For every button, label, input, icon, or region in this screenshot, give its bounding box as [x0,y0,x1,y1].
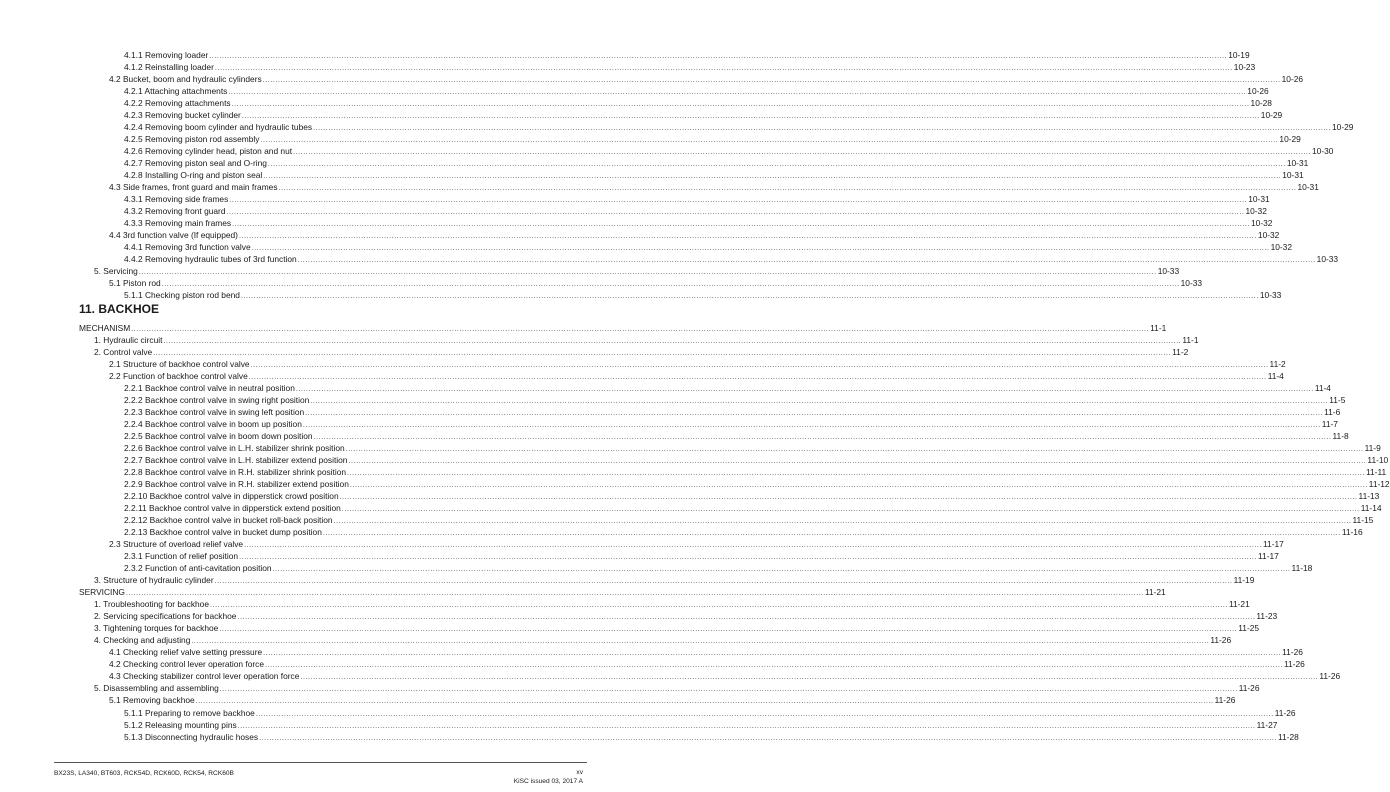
toc-entry-title: 4.1.2 Reinstalling loader [124,62,214,73]
toc-entry[interactable] [124,502,1382,514]
toc-entry-title: SERVICING [79,587,125,598]
toc-leader-dots: ................................................................................................................................................................................................................................................................................................................................................................................................................ [214,578,1233,586]
toc-entry-title: 2.2 Function of backhoe control valve [109,371,248,382]
toc-entry-page: 10-32 [1257,230,1280,241]
toc-entry[interactable] [124,217,1273,229]
toc-entry[interactable] [94,265,1180,277]
toc-entry-title: 4.2.7 Removing piston seal and O-ring [124,158,267,169]
toc-leader-dots: ................................................................................................................................................................................................................................................................................................................................................................................................................ [237,614,1256,622]
toc-entry-title: 2.2.9 Backhoe control valve in R.H. stabilizer extend position [124,479,349,490]
toc-entry-page: 11-26 [1282,647,1303,658]
toc-entry-page: 11-26 [1214,695,1236,706]
toc-entry-page: 11-12 [1368,479,1390,490]
toc-entry-title: 2.1 Structure of backhoe control valve [109,359,250,370]
toc-entry-title: 2.2.5 Backhoe control valve in boom down position [124,431,313,442]
toc-entry-page: 11-26 [1210,635,1232,646]
toc-entry-page: 11-27 [1256,719,1278,730]
toc-entry-page: 11-19 [1233,575,1255,586]
toc-entry-page: 11-26 [1319,671,1341,682]
footer-page-number: xv [576,769,583,776]
toc-entry-page: 11-13 [1358,491,1380,502]
toc-entry-page: 11-28 [1278,731,1299,742]
toc-entry-title: 1. Hydraulic circuit [94,335,163,346]
toc-leader-dots: ................................................................................................................................................................................................................................................................................................................................................................................................................ [131,326,1150,333]
toc-leader-dots: ................................................................................................................................................................................................................................................................................................................................................................................................................ [260,137,1279,145]
toc-entry-title: 2.2.1 Backhoe control valve in neutral position [124,383,295,394]
toc-entry[interactable] [109,277,1203,289]
toc-entry-title: 2.3.2 Function of anti-cavitation position [124,563,272,574]
toc-entry[interactable] [109,370,1284,382]
toc-bottom-section [0,322,1390,743]
toc-entry[interactable] [124,193,1270,205]
toc-entry-title: 4.3 Side frames, front guard and main frames [109,182,278,193]
toc-leader-dots: ................................................................................................................................................................................................................................................................................................................................................................................................................ [226,209,1245,217]
toc-leader-dots: ................................................................................................................................................................................................................................................................................................................................................................................................................ [349,482,1368,490]
toc-leader-dots: ................................................................................................................................................................................................................................................................................................................................................................................................................ [322,530,1341,538]
toc-entry[interactable] [124,133,1301,145]
toc-entry-title: 4.1 Checking relief valve setting pressure [109,647,263,658]
toc-entry-page: 10-30 [1312,146,1334,157]
toc-leader-dots: ................................................................................................................................................................................................................................................................................................................................................................................................................ [302,422,1321,430]
toc-leader-dots: ................................................................................................................................................................................................................................................................................................................................................................................................................ [163,338,1182,346]
toc-entry[interactable] [124,454,1389,466]
toc-entry-page: 11-1 [1150,323,1167,333]
toc-entry-page: 10-33 [1157,266,1180,277]
toc-entry-title: 5.1.3 Disconnecting hydraulic hoses [124,731,259,742]
toc-leader-dots: ................................................................................................................................................................................................................................................................................................................................................................................................................ [263,173,1282,181]
toc-entry-page: 11-23 [1256,611,1278,622]
toc-entry-title: 2.2.2 Backhoe control valve in swing right position [124,395,310,406]
toc-entry-page: 11-1 [1182,335,1199,346]
toc-entry[interactable] [124,719,1278,731]
toc-leader-dots: ................................................................................................................................................................................................................................................................................................................................................................................................................ [219,686,1238,694]
toc-entry-title: 2.2.4 Backhoe control valve in boom up position [124,419,302,430]
toc-leader-dots: ................................................................................................................................................................................................................................................................................................................................................................................................................ [238,233,1257,241]
toc-entry[interactable] [124,490,1380,502]
toc-entry-page: 11-25 [1238,623,1260,634]
toc-leader-dots: ................................................................................................................................................................................................................................................................................................................................................................................................................ [345,446,1364,454]
toc-entry[interactable] [124,121,1354,133]
toc-entry-title: 4.1.1 Removing loader [124,50,209,60]
toc-leader-dots: ................................................................................................................................................................................................................................................................................................................................................................................................................ [255,710,1274,718]
toc-entry-title: 5.1 Removing backhoe [109,695,195,706]
toc-entry[interactable] [124,394,1346,406]
toc-entry-title: 2.2.11 Backhoe control valve in dipperstick extend position [124,503,341,514]
toc-entry-title: 4.2.6 Removing cylinder head, piston and nut [124,146,293,157]
toc-entry-page: 11-17 [1263,539,1284,550]
toc-entry-page: 10-31 [1282,170,1304,181]
toc-entry-title: 4.2 Bucket, boom and hydraulic cylinders [109,74,262,85]
toc-leader-dots: ................................................................................................................................................................................................................................................................................................................................................................................................................ [310,398,1329,406]
toc-entry-title: 5.1 Piston rod [109,278,161,289]
toc-entry-page: 10-33 [1259,290,1282,301]
toc-entry-page: 11-11 [1365,467,1387,478]
toc-leader-dots: ................................................................................................................................................................................................................................................................................................................................................................................................................ [341,506,1360,514]
toc-entry[interactable] [124,289,1282,301]
toc-entry[interactable] [109,646,1303,658]
toc-entry-page: 10-32 [1251,218,1273,229]
toc-entry-page: 10-23 [1233,62,1256,73]
toc-entry[interactable] [124,478,1390,490]
toc-entry-title: 2.2.10 Backhoe control valve in dipperstick crowd position [124,491,339,502]
toc-top-section [0,49,1354,301]
toc-entry[interactable] [124,382,1331,394]
toc-leader-dots: ................................................................................................................................................................................................................................................................................................................................................................................................................ [125,590,1144,598]
toc-entry[interactable] [94,610,1278,622]
toc-entry-page: 10-29 [1332,122,1354,133]
toc-entry[interactable] [124,731,1299,743]
toc-entry[interactable] [94,346,1189,358]
toc-entry-title: 2.2.13 Backhoe control valve in bucket dump position [124,527,322,538]
toc-leader-dots: ................................................................................................................................................................................................................................................................................................................................................................................................................ [295,386,1314,394]
toc-entry-title: 2. Servicing specifications for backhoe [94,611,237,622]
toc-leader-dots: ................................................................................................................................................................................................................................................................................................................................................................................................................ [191,638,1210,646]
toc-entry[interactable] [94,622,1260,634]
toc-entry-page: 11-17 [1258,551,1279,562]
toc-leader-dots: ................................................................................................................................................................................................................................................................................................................................................................................................................ [239,554,1257,562]
toc-leader-dots: ................................................................................................................................................................................................................................................................................................................................................................................................................ [272,566,1291,574]
toc-entry-title: 4.4.2 Removing hydraulic tubes of 3rd function [124,254,297,265]
toc-entry-title: 3. Structure of hydraulic cylinder [94,575,214,586]
toc-entry[interactable] [109,181,1319,193]
toc-entry-title: 4.2.4 Removing boom cylinder and hydraulic tubes [124,122,313,133]
toc-leader-dots: ................................................................................................................................................................................................................................................................................................................................................................................................................ [297,257,1316,265]
toc-entry-page: 11-21 [1144,587,1166,598]
toc-entry-title: 4. Checking and adjusting [94,635,191,646]
toc-entry-title: 2.2.3 Backhoe control valve in swing left position [124,407,305,418]
toc-entry[interactable] [124,442,1381,454]
toc-entry-page: 10-31 [1286,158,1309,169]
toc-entry-title: 2. Control valve [94,347,153,358]
toc-leader-dots: ................................................................................................................................................................................................................................................................................................................................................................................................................ [251,245,1270,253]
toc-entry-title: 3. Tightening torques for backhoe [94,623,219,634]
toc-entry[interactable] [109,694,1236,706]
toc-entry[interactable] [79,322,1167,334]
toc-entry-title: 4.3.2 Removing front guard [124,206,226,217]
toc-entry-title: 4.2.8 Installing O-ring and piston seal [124,170,263,181]
footer-divider [54,762,587,763]
footer-issue: KiSC issued 03, 2017 A [513,777,583,785]
toc-entry[interactable] [94,682,1260,694]
toc-entry[interactable] [124,707,1296,719]
toc-leader-dots: ................................................................................................................................................................................................................................................................................................................................................................................................................ [305,410,1324,418]
chapter-heading: 11. BACKHOE [79,302,160,316]
toc-entry-page: 11-14 [1360,503,1382,514]
toc-entry-title: 4.4 3rd function valve (If equipped) [109,230,238,241]
toc-entry[interactable] [124,97,1272,109]
toc-entry-page: 10-26 [1281,74,1304,85]
toc-entry-page: 10-32 [1270,242,1292,253]
toc-entry-title: 4.3 Checking stabilizer control lever operation force [109,671,300,682]
toc-entry-page: 11-15 [1352,515,1374,526]
toc-entry-page: 11-26 [1283,659,1305,670]
toc-leader-dots: ................................................................................................................................................................................................................................................................................................................................................................................................................ [339,494,1358,502]
toc-entry-title: 4.4.1 Removing 3rd function valve [124,242,251,253]
toc-entry[interactable] [124,253,1339,265]
toc-leader-dots: ................................................................................................................................................................................................................................................................................................................................................................................................................ [333,518,1352,526]
toc-entry-page: 11-21 [1228,599,1250,610]
toc-leader-dots: ................................................................................................................................................................................................................................................................................................................................................................................................................ [209,53,1228,60]
toc-entry-title: 4.2.3 Removing bucket cylinder [124,110,241,121]
toc-entry-page: 11-5 [1329,395,1346,406]
toc-leader-dots: ................................................................................................................................................................................................................................................................................................................................................................................................................ [300,674,1319,682]
toc-leader-dots: ................................................................................................................................................................................................................................................................................................................................................................................................................ [278,185,1297,193]
toc-leader-dots: ................................................................................................................................................................................................................................................................................................................................................................................................................ [228,89,1247,97]
toc-entry[interactable] [109,538,1284,550]
toc-leader-dots: ................................................................................................................................................................................................................................................................................................................................................................................................................ [250,362,1269,370]
toc-entry-page: 11-9 [1364,443,1381,454]
toc-entry[interactable] [79,586,1166,598]
toc-leader-dots: ................................................................................................................................................................................................................................................................................................................................................................................................................ [240,293,1259,301]
toc-entry[interactable] [124,157,1309,169]
toc-entry[interactable] [124,49,1250,61]
toc-entry-page: 11-26 [1238,683,1260,694]
toc-leader-dots: ................................................................................................................................................................................................................................................................................................................................................................................................................ [231,101,1250,109]
toc-leader-dots: ................................................................................................................................................................................................................................................................................................................................................................................................................ [138,269,1157,277]
toc-entry[interactable] [109,670,1341,682]
toc-leader-dots: ................................................................................................................................................................................................................................................................................................................................................................................................................ [237,722,1256,730]
toc-leader-dots: ................................................................................................................................................................................................................................................................................................................................................................................................................ [214,65,1233,73]
toc-leader-dots: ................................................................................................................................................................................................................................................................................................................................................................................................................ [259,734,1278,742]
toc-entry[interactable] [94,574,1255,586]
toc-entry[interactable] [124,562,1313,574]
toc-entry[interactable] [124,466,1387,478]
toc-entry-title: 4.2 Checking control lever operation force [109,659,265,670]
toc-entry-page: 10-31 [1297,182,1319,193]
toc-entry-page: 10-32 [1245,206,1267,217]
toc-leader-dots: ................................................................................................................................................................................................................................................................................................................................................................................................................ [347,470,1365,478]
toc-entry-page: 11-2 [1269,359,1286,370]
toc-entry[interactable] [109,73,1304,85]
toc-leader-dots: ................................................................................................................................................................................................................................................................................................................................................................................................................ [232,221,1250,229]
toc-leader-dots: ................................................................................................................................................................................................................................................................................................................................................................................................................ [229,197,1248,205]
toc-entry-page: 11-4 [1267,371,1284,382]
toc-leader-dots: ................................................................................................................................................................................................................................................................................................................................................................................................................ [210,602,1228,610]
toc-entry-title: 2.2.6 Backhoe control valve in L.H. stabilizer shrink position [124,443,345,454]
toc-entry[interactable] [124,109,1283,121]
toc-leader-dots: ................................................................................................................................................................................................................................................................................................................................................................................................................ [195,698,1214,706]
toc-entry[interactable] [124,514,1374,526]
toc-entry[interactable] [94,598,1250,610]
toc-leader-dots: ................................................................................................................................................................................................................................................................................................................................................................................................................ [161,281,1180,289]
toc-entry-page: 10-33 [1180,278,1203,289]
toc-leader-dots: ................................................................................................................................................................................................................................................................................................................................................................................................................ [293,149,1312,157]
toc-entry-title: 4.3.1 Removing side frames [124,194,229,205]
toc-entry-page: 10-19 [1228,50,1250,60]
toc-entry-title: 2.3 Structure of overload relief valve [109,539,244,550]
toc-entry-page: 10-31 [1248,194,1270,205]
toc-leader-dots: ................................................................................................................................................................................................................................................................................................................................................................................................................ [267,161,1286,169]
toc-entry-page: 10-33 [1316,254,1339,265]
toc-entry-title: 4.2.5 Removing piston rod assembly [124,134,260,145]
toc-leader-dots: ................................................................................................................................................................................................................................................................................................................................................................................................................ [263,650,1282,658]
toc-entry[interactable] [124,205,1267,217]
toc-entry[interactable] [124,550,1279,562]
toc-entry[interactable] [124,526,1363,538]
toc-entry-page: 10-26 [1247,86,1269,97]
toc-entry-title: 5.1.1 Checking piston rod bend [124,290,240,301]
toc-leader-dots: ................................................................................................................................................................................................................................................................................................................................................................................................................ [348,458,1367,466]
toc-entry-page: 11-10 [1367,455,1389,466]
toc-entry-page: 11-4 [1314,383,1331,394]
toc-entry-title: 1. Troubleshooting for backhoe [94,599,210,610]
toc-leader-dots: ................................................................................................................................................................................................................................................................................................................................................................................................................ [153,350,1172,358]
toc-leader-dots: ................................................................................................................................................................................................................................................................................................................................................................................................................ [313,434,1332,442]
toc-entry[interactable] [109,358,1286,370]
toc-entry[interactable] [109,229,1280,241]
toc-leader-dots: ................................................................................................................................................................................................................................................................................................................................................................................................................ [313,125,1332,133]
toc-entry-title: 2.2.7 Backhoe control valve in L.H. stabilizer extend position [124,455,348,466]
toc-entry-page: 10-29 [1260,110,1283,121]
toc-entry-title: 2.3.1 Function of relief position [124,551,239,562]
toc-entry[interactable] [94,334,1199,346]
toc-entry-title: 4.3.3 Removing main frames [124,218,232,229]
toc-entry-title: MECHANISM [79,323,131,333]
footer-right-block [514,769,583,786]
toc-entry-title: 5.1.1 Preparing to remove backhoe [124,707,255,718]
toc-entry[interactable] [94,634,1232,646]
toc-entry-page: 11-6 [1324,407,1341,418]
toc-entry[interactable] [124,418,1338,430]
toc-entry[interactable] [124,61,1256,73]
toc-leader-dots: ................................................................................................................................................................................................................................................................................................................................................................................................................ [241,113,1260,121]
toc-entry-title: 4.2.1 Attaching attachments [124,86,228,97]
toc-entry-title: 5.1.2 Releasing mounting pins [124,719,237,730]
toc-leader-dots: ................................................................................................................................................................................................................................................................................................................................................................................................................ [265,662,1283,670]
toc-entry-page: 11-7 [1321,419,1338,430]
toc-entry-title: 5. Servicing [94,266,138,277]
toc-entry[interactable] [109,658,1305,670]
footer-models: BX23S, LA340, BT603, RCK54D, RCK60D, RCK54, RCK60B [54,770,234,777]
toc-entry[interactable] [124,85,1269,97]
toc-entry-title: 2.2.8 Backhoe control valve in R.H. stabilizer shrink position [124,467,347,478]
toc-entry[interactable] [124,145,1334,157]
toc-leader-dots: ................................................................................................................................................................................................................................................................................................................................................................................................................ [248,374,1267,382]
toc-leader-dots: ................................................................................................................................................................................................................................................................................................................................................................................................................ [262,77,1281,85]
toc-entry-page: 11-2 [1172,347,1189,358]
toc-entry-page: 11-8 [1332,431,1349,442]
toc-entry[interactable] [124,169,1304,181]
toc-entry[interactable] [124,241,1292,253]
toc-entry-title: 5. Disassembling and assembling [94,683,219,694]
toc-entry[interactable] [124,406,1341,418]
toc-entry[interactable] [124,430,1349,442]
toc-entry-page: 11-26 [1274,707,1296,718]
toc-entry-page: 11-16 [1341,527,1363,538]
toc-entry-page: 11-18 [1291,563,1313,574]
toc-entry-page: 10-28 [1250,98,1272,109]
toc-leader-dots: ................................................................................................................................................................................................................................................................................................................................................................................................................ [219,626,1238,634]
toc-entry-title: 4.2.2 Removing attachments [124,98,231,109]
toc-entry-page: 10-29 [1279,134,1301,145]
toc-entry-title: 2.2.12 Backhoe control valve in bucket roll-back position [124,515,333,526]
toc-leader-dots: ................................................................................................................................................................................................................................................................................................................................................................................................................ [244,542,1263,550]
